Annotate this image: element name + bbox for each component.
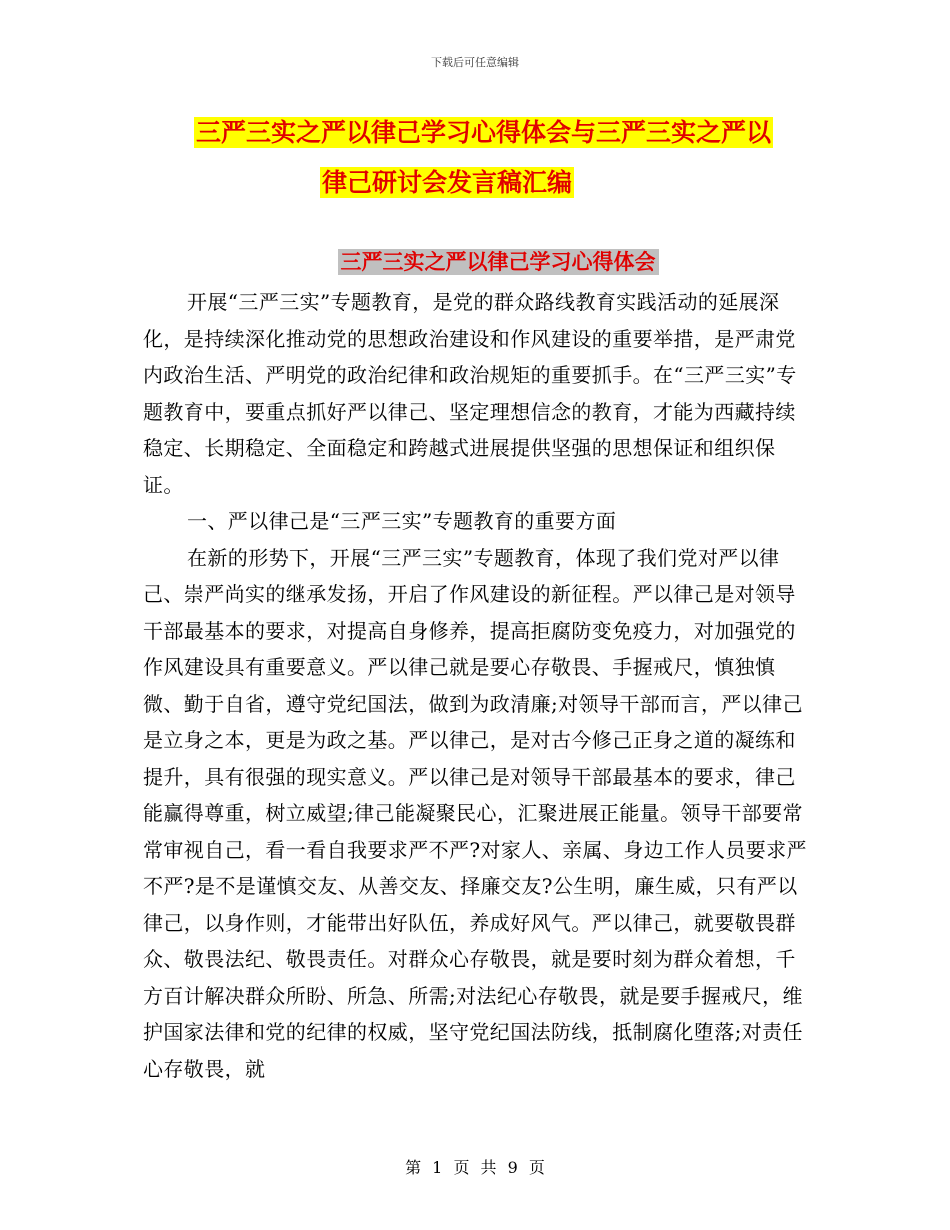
paragraph: 开展“三严三实”专题教育，是党的群众路线教育实践活动的延展深化，是持续深化推动党的思想政治建设和作风建设的重要举措，是严肃党内政治生活、严明党的政治纪律和政治规矩的重要抓手。在“三严三实”专题教育中，要重点抓好严以律己、坚定理想信念的教育，才能为西藏持续稳定、长期稳定、全面稳定和跨越式进展提供坚强的思想保证和组织保证。 <box>143 290 797 497</box>
document-title <box>150 108 850 208</box>
title-line-2: 律己研讨会发言稿汇编 <box>322 168 573 197</box>
page-footer: 第 1 页 共 9 页 <box>405 1158 545 1177</box>
title-line-1: 三严三实之严以律己学习心得体会与三严三实之严以 <box>196 118 772 147</box>
paragraph-heading: 一、严以律己是“三严三实”专题教育的重要方面 <box>187 509 617 533</box>
paragraph: 在新的形势下，开展“三严三实”专题教育，体现了我们党对严以律己、崇严尚实的继承发扬，开启了作风建设的新征程。严以律己是对领导干部最基本的要求，对提高自身修养，提高拒腐防变免疫力，对加强党的作风建设具有重要意义。严以律己就是要心存敬畏、手握戒尺，慎独慎微、勤于自省，遵守党纪国法，做到为政清廉;对领导干部而言，严以律己是立身之本，更是为政之基。严以律己，是对古今修己正身之道的凝练和提升，具有很强的现实意义。严以律己是对领导干部最基本的要求，律己能赢得尊重，树立威望;律己能凝聚民心，汇聚进展正能量。领导干部要常常审视自己，看一看自我要求严不严?对家人、亲属、身边工作人员要求严不严?是不是谨慎交友、从善交友、择廉交友?公生明，廉生威，只有严以律己，以身作则，才能带出好队伍，养成好风气。严以律己，就要敬畏群众、敬畏法纪、敬畏责任。对群众心存敬畏，就是要时刻为群众着想，千方百计解决群众所盼、所急、所需;对法纪心存敬畏，就是要手握戒尺，维护国家法律和党的纪律的权威，坚守党纪国法防线，抵制腐化堕落;对责任心存敬畏，就 <box>143 545 807 1081</box>
header-note: 下载后可任意编辑 <box>431 56 519 69</box>
section-title-text: 三严三实之严以律己学习心得体会 <box>338 249 659 275</box>
body-text <box>143 284 811 1087</box>
section-title <box>0 246 950 276</box>
